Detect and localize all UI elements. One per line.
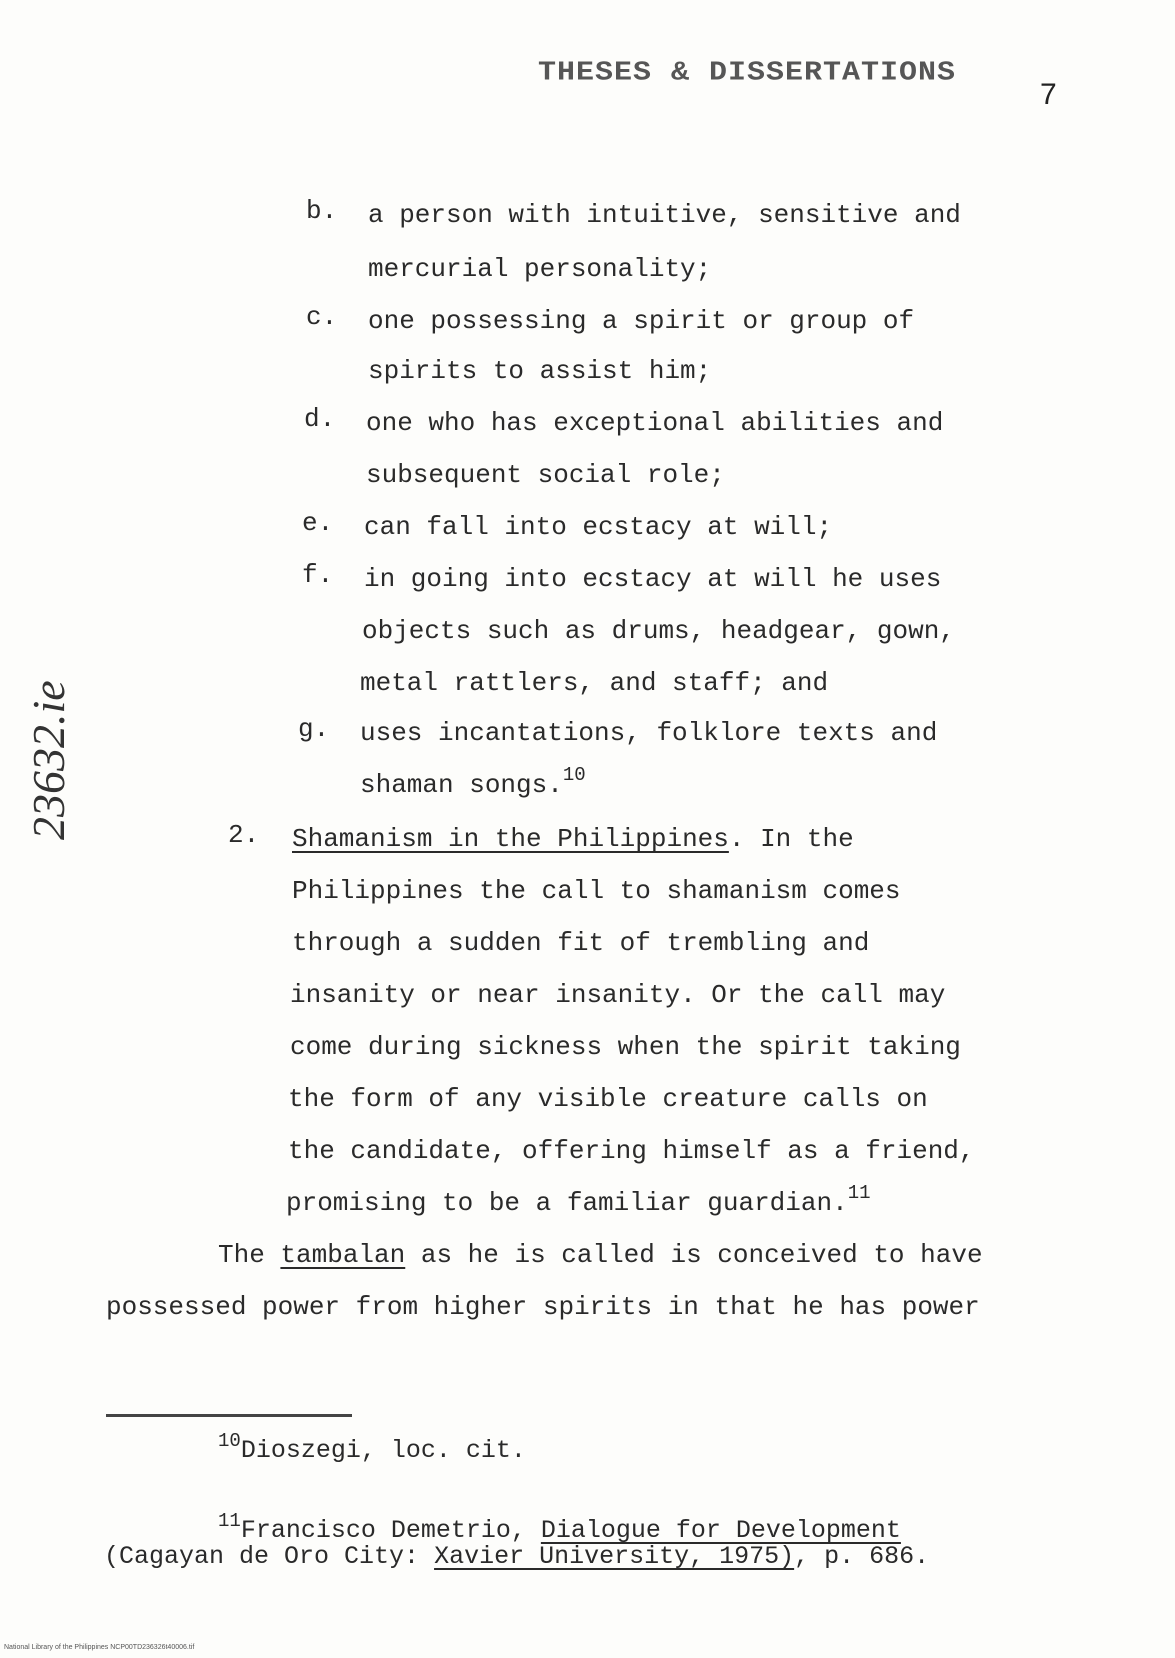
section-heading-trail: . In the (728, 824, 854, 854)
item-c-label: c. (306, 302, 338, 332)
section-line-1: Philippines the call to shamanism comes (292, 876, 901, 906)
item-b-line-1: a person with intuitive, sensitive and (368, 200, 961, 230)
item-g-label: g. (298, 714, 330, 744)
item-d-label: d. (304, 404, 336, 434)
footnote-10-text: Dioszegi, loc. cit. (240, 1436, 526, 1465)
section-line-3: insanity or near insanity. Or the call may (290, 980, 946, 1010)
theses-stamp: THESES & DISSERTATIONS (538, 57, 957, 89)
scan-footer: National Library of the Philippines NCP00TD236326t40006.tif (4, 1644, 195, 1651)
section-line-6: the candidate, offering himself as a friend, (288, 1136, 975, 1166)
item-e-label: e. (302, 508, 334, 538)
section-line-7 (286, 1182, 871, 1218)
paragraph-lead: The (218, 1240, 281, 1270)
item-g-line-2-text: shaman songs. (360, 770, 563, 800)
footnote-11-line2-post: , p. 686. (794, 1542, 930, 1571)
item-g-line-1: uses incantations, folklore texts and (360, 718, 938, 748)
item-d-line-2: subsequent social role; (366, 460, 725, 490)
item-d-line-1: one who has exceptional abilities and (366, 408, 944, 438)
section-line-7-text: promising to be a familiar guardian. (286, 1188, 848, 1218)
paragraph-rest: as he is called is conceived to have (405, 1240, 983, 1270)
section-line-5: the form of any visible creature calls on (288, 1084, 928, 1114)
footnote-11-title: Dialogue for Development (540, 1516, 901, 1545)
section-line-4: come during sickness when the spirit taking (290, 1032, 961, 1062)
item-f-line-3: metal rattlers, and staff; and (360, 668, 829, 698)
footnote-11-line2-title: Xavier University, 1975) (434, 1542, 795, 1571)
footnote-11-line-1 (218, 1510, 901, 1545)
footnote-10-number: 10 (218, 1430, 241, 1452)
footnote-rule (106, 1414, 352, 1417)
paragraph-line-1 (218, 1240, 983, 1270)
accession-text: 23632.ie (23, 680, 74, 840)
footnote-ref-11: 11 (847, 1182, 871, 1204)
footnote-ref-10: 10 (562, 764, 586, 786)
item-f-label: f. (302, 560, 334, 590)
footnote-10 (218, 1430, 526, 1465)
item-c-line-2: spirits to assist him; (368, 356, 712, 386)
tambalan-term: tambalan (280, 1240, 406, 1270)
item-c-line-1: one possessing a spirit or group of (368, 306, 915, 336)
footnote-11-line-2 (104, 1542, 929, 1571)
section-heading-line (292, 824, 854, 854)
page-number: 7 (1040, 78, 1057, 111)
section-number: 2. (228, 820, 260, 850)
item-b-line-2: mercurial personality; (368, 254, 712, 284)
item-f-line-2: objects such as drums, headgear, gown, (362, 616, 955, 646)
footnote-11-pre: Francisco Demetrio, (240, 1516, 541, 1545)
item-b-label: b. (306, 196, 338, 226)
section-heading: Shamanism in the Philippines (292, 824, 729, 854)
footnote-11-line2-pre: (Cagayan de Oro City: (104, 1542, 435, 1571)
section-line-2: through a sudden fit of trembling and (292, 928, 870, 958)
item-g-line-2 (360, 764, 586, 800)
item-f-line-1: in going into ecstacy at will he uses (364, 564, 942, 594)
item-e-line-1: can fall into ecstacy at will; (364, 512, 833, 542)
paragraph-line-2: possessed power from higher spirits in that he has power (106, 1292, 980, 1322)
footnote-11-number: 11 (218, 1510, 241, 1532)
handwritten-accession-number (22, 450, 75, 840)
